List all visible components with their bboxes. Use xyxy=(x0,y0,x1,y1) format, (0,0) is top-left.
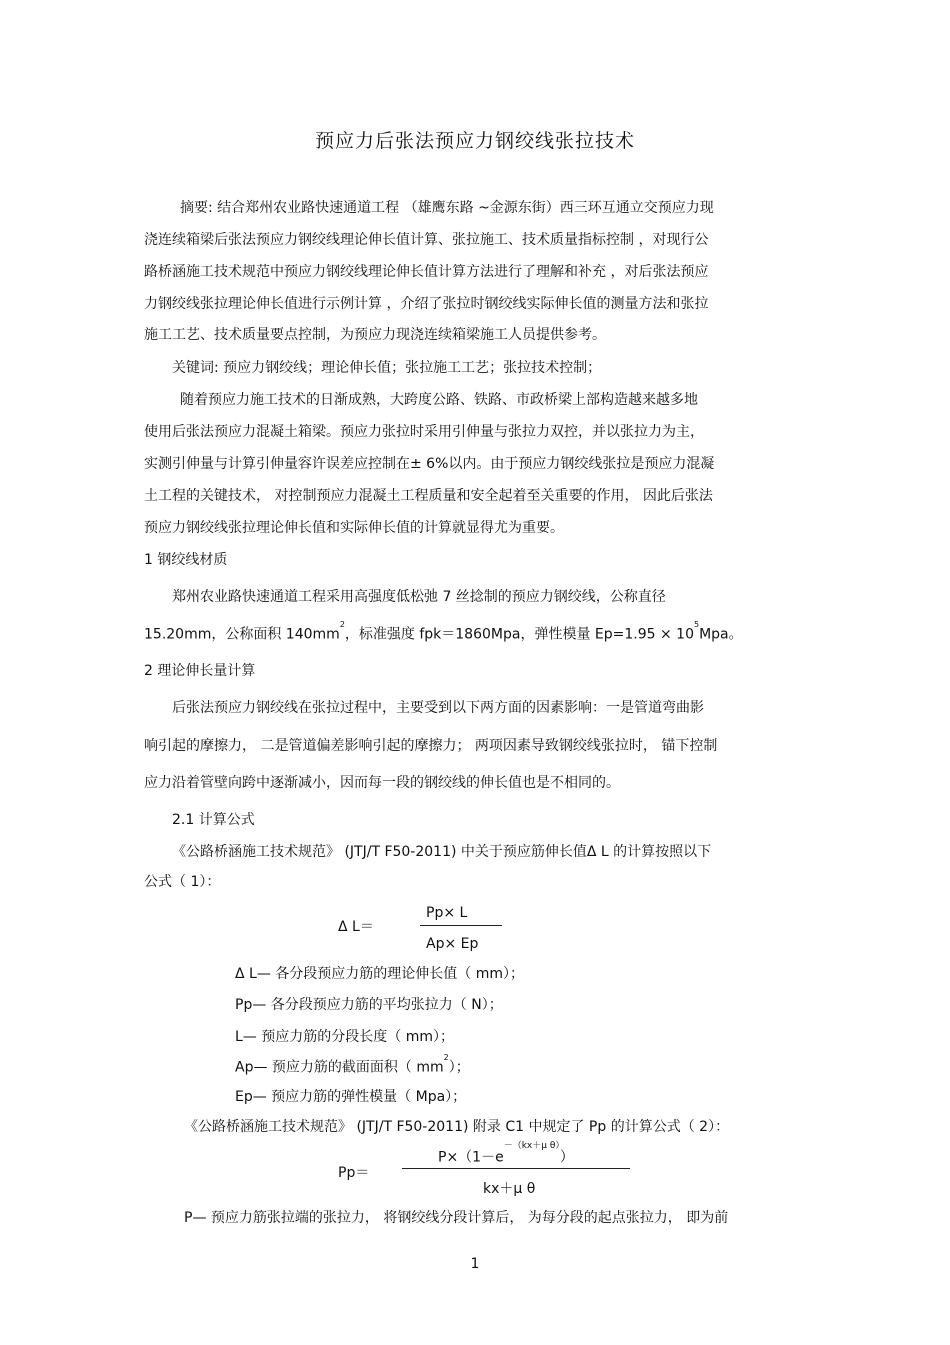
formula-text: ） xyxy=(559,1149,574,1166)
intro-line: 使用后张法预应力混凝土箱梁。预应力张拉时采用引伸量与张拉力双控，并以张拉力为主， xyxy=(144,424,704,440)
paragraph-line: P— 预应力筋张拉端的张拉力， 将钢绞线分段计算后， 为每分段的起点张拉力， 即为前 xyxy=(184,1210,729,1226)
material-line: 郑州农业路快速通道工程采用高强度低松弛 7 丝捻制的预应力钢绞线，公称直径 xyxy=(172,589,666,605)
material-text: 15.20mm，公称面积 140mm xyxy=(144,626,340,643)
theory-line: 后张法预应力钢绞线在张拉过程中，主要受到以下两方面的因素影响：一是管道弯曲影 xyxy=(172,700,704,716)
theory-line: 应力沿着管壁向跨中逐渐减小，因而每一段的钢绞线的伸长值也是不相同的。 xyxy=(144,775,620,791)
material-text: ，标准强度 fpk＝1860Mpa，弹性模量 Ep=1.95 × 10 xyxy=(344,626,694,643)
formula-exponent: －（kx＋μ θ） xyxy=(503,1141,560,1151)
section-heading: 1 钢绞线材质 xyxy=(144,552,228,568)
formula-denominator: kx＋μ θ xyxy=(483,1181,536,1197)
page-number: 1 xyxy=(470,1256,480,1272)
formula-lhs: Pp＝ xyxy=(338,1165,370,1181)
fraction-bar xyxy=(402,1168,630,1169)
definition-line: Pp— 各分段预应力筋的平均张拉力（ N）； xyxy=(235,997,503,1013)
formula-intro: 公式（ 1）： xyxy=(144,874,221,890)
superscript: 5 xyxy=(693,620,700,629)
intro-line: 实测引伸量与计算引伸量容许误差应控制在± 6%以内。由于预应力钢绞线张拉是预应力混凝 xyxy=(144,456,715,472)
formula-lhs: Δ L＝ xyxy=(338,919,374,935)
document-title: 预应力后张法预应力钢绞线张拉技术 xyxy=(314,130,635,152)
intro-line: 预应力钢绞线张拉理论伸长值和实际伸长值的计算就显得尤为重要。 xyxy=(144,520,564,536)
formula-denominator: Ap× Ep xyxy=(426,936,479,952)
appendix-line: 《公路桥涵施工技术规范》 (JTJ/T F50-2011) 附录 C1 中规定了 Pp 的计算公式（ 2）： xyxy=(184,1119,730,1135)
abstract-line: 浇连续箱梁后张法预应力钢绞线理论伸长值计算、张拉施工、技术质量指标控制 ，对现行公 xyxy=(144,232,709,248)
fraction-bar xyxy=(420,925,502,926)
definition-text: Ap— 预应力筋的截面面积（ mm xyxy=(235,1059,444,1076)
abstract-line: 摘要: 结合郑州农业路快速通道工程 （雄鹰东路 ~金源东街）西三环互通立交预应力现 xyxy=(180,200,714,216)
material-text: Mpa。 xyxy=(699,626,743,643)
subsection-heading: 2.1 计算公式 xyxy=(172,812,255,828)
definition-line: Δ L— 各分段预应力筋的理论伸长值（ mm）； xyxy=(235,966,525,982)
intro-line: 随着预应力施工技术的日渐成熟，大跨度公路、铁路、市政桥梁上部构造越来越多地 xyxy=(180,392,698,408)
definition-text: ）； xyxy=(448,1059,470,1076)
superscript: 2 xyxy=(339,620,345,629)
definition-line xyxy=(235,1053,470,1076)
abstract-line: 力钢绞线张拉理论伸长值进行示例计算 ，介绍了张拉时钢绞线实际伸长值的测量方法和张拉 xyxy=(144,296,709,312)
abstract-line: 路桥涵施工技术规范中预应力钢绞线理论伸长值计算方法进行了理解和补充 ，对后张法预应 xyxy=(144,264,709,280)
keywords: 关键词: 预应力钢绞线；理论伸长值；张拉施工工艺；张拉技术控制； xyxy=(172,360,602,376)
definition-line: L— 预应力筋的分段长度（ mm）； xyxy=(235,1029,454,1045)
formula-text: P×（1－e xyxy=(438,1149,504,1166)
definition-line: Ep— 预应力筋的弹性模量（ Mpa）； xyxy=(235,1089,467,1105)
formula-intro: 《公路桥涵施工技术规范》 (JTJ/T F50-2011) 中关于预应筋伸长值Δ L 的计算按照以下 xyxy=(172,844,712,860)
superscript: 2 xyxy=(443,1053,449,1062)
section-heading: 2 理论伸长量计算 xyxy=(144,663,256,679)
material-line xyxy=(144,620,743,643)
intro-line: 土工程的关键技术， 对控制预应力混凝土工程质量和安全起着至关重要的作用， 因此后张法 xyxy=(144,488,713,504)
theory-line: 响引起的摩擦力， 二是管道偏差影响引起的摩擦力； 两项因素导致钢绞线张拉时， 锚下控制 xyxy=(144,738,718,754)
abstract-line: 施工工艺、技术质量要点控制，为预应力现浇连续箱梁施工人员提供参考。 xyxy=(144,327,606,343)
formula-numerator: Pp× L xyxy=(426,905,468,921)
